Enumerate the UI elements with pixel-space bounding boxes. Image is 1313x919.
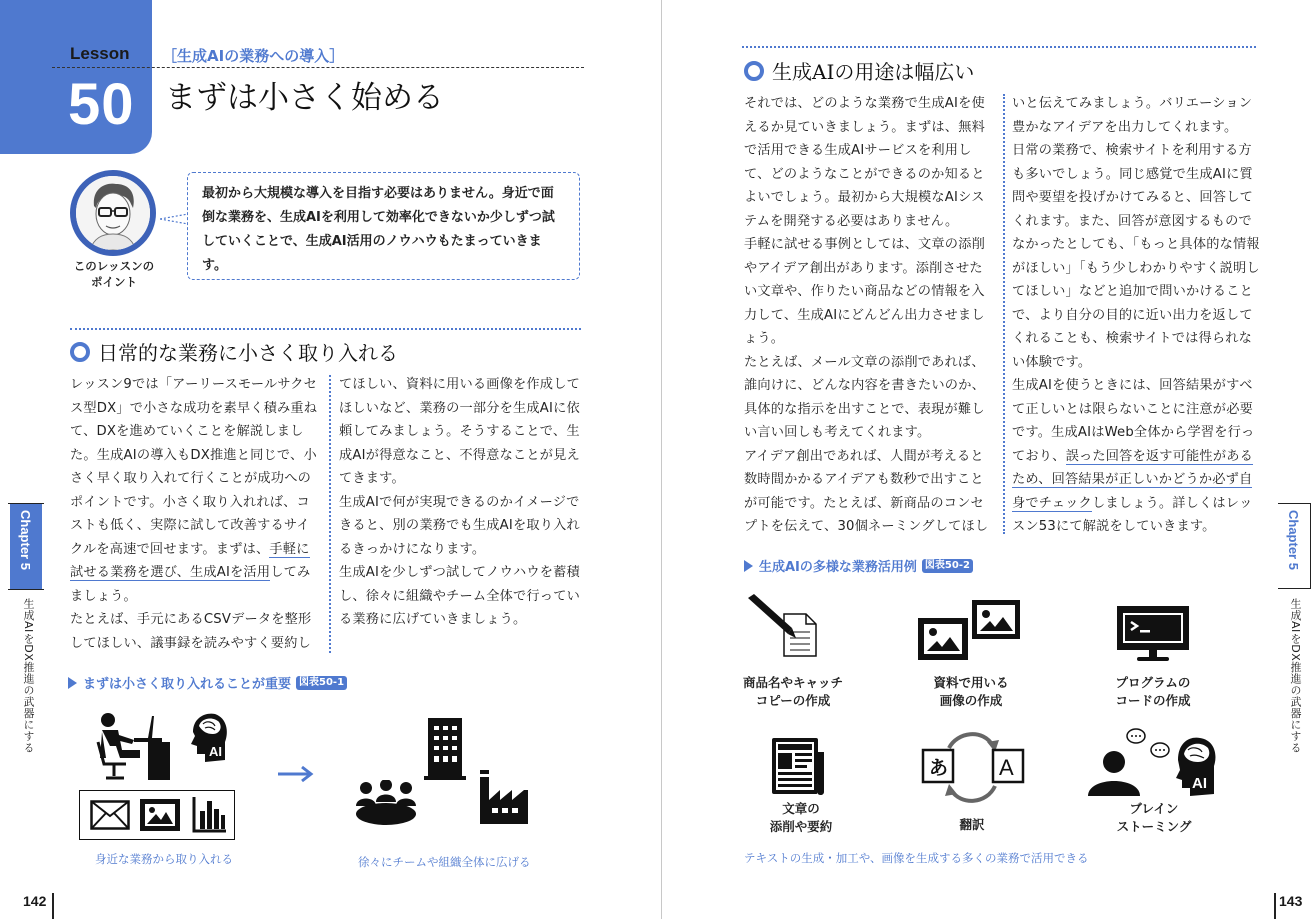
author-portrait-icon [76,176,150,250]
author-avatar [70,170,156,256]
paragraph: たとえば、メール文章の添削であれば、誰向けに、どんな内容を書きたいのか、具体的な指示を出すことで、表現が難しい言い回しも考えてくれます。 [744,354,985,440]
figure-title [744,556,973,575]
use-case-label-line2: コードの作成 [1115,693,1191,708]
paragraph-text: しましょう。詳しくはレッスン53にて解説をしていきます。 [1012,495,1253,534]
emphasis-underline: 手軽に試せる業務を選び、生成AIを活用 [70,541,310,580]
figure-title [68,673,347,692]
lesson-number: 50 [68,72,135,137]
ring-bullet-icon [744,61,764,81]
figure-caption-left: 身近な業務から取り入れる [95,852,233,866]
paragraph-text: レッスン9では「アーリースモールサクセス型DX」で小さな成功を素早く積み重ねて、DXを進めていくことを解説しました。生成AIの導入もDX推進と同じで、小さく早く取り入れて行くことが成功へのポイントです。小さく取り入れれば、コストも低く、実際に試して改善するサイクルを高速で回せます。まずは、 [70,377,318,557]
paragraph: いと伝えてみましょう。バリエーション豊かなアイデアを出力してくれます。 [1012,96,1253,135]
chapter-subtitle: 生成AIをDX推進の武器にする [22,598,35,754]
figure-title-text: まずは小さく取り入れることが重要 [83,677,292,692]
paragraph [70,373,322,608]
section-heading-daily-work [70,337,398,366]
paragraph: 生成AIを少しずつ試してノウハウを蓄積し、徐々に組織やチーム全体で行っている業務に広げていきましょう。 [339,565,580,627]
body-column-2 [1012,92,1262,539]
use-case-label-line2: ストーミング [1116,819,1192,834]
body-column-1 [70,373,322,655]
svg-text:A: A [999,755,1014,780]
figure-caption-right: 徐々にチームや組織全体に広げる [358,855,531,869]
paragraph: 生成AIで何が実現できるのかイメージできると、別の業務でも生成AIを取り入れるきっかけになります。 [339,494,580,557]
body-column-1 [744,92,996,539]
use-case-label [1098,674,1208,710]
use-case-label-line1: 商品名やキャッチ [742,675,843,690]
factory-icon [480,770,530,824]
chapter-subtitle: 生成AIをDX推進の武器にする [1289,598,1302,754]
newspaper-icon [772,738,828,796]
figure-badge: 図表50-1 [296,676,347,690]
team-meeting-icon [354,780,418,826]
paragraph: たとえば、手元にあるCSVデータを整形してほしい、議事録を読みやすく要約し [70,612,312,651]
paragraph: アイデア創出であれば、人間が考えると数時間かかるアイデアも数秒で出すことが可能です。たとえば、新商品のコンセプトを伝えて、30個ネーミングしてほし [744,448,989,534]
office-building-icon [424,718,466,780]
section-divider [742,46,1256,48]
bar-chart-icon [192,797,228,833]
page-number-tick [52,893,54,919]
svg-text:AI: AI [209,744,222,759]
point-label-line2: ポイント [91,275,137,289]
paragraph: 日常の業務で、検索サイトを利用する方も多いでしょう。同じ感覚で生成AIに質問や要望を投げかけてみると、回答してくれます。また、回答が意図するものでなかったとしても、「もっと具体的な情報がほしい」「もう少しわかりやすく説明してほしい」などと追加で問いかけることで、より自分の目的に近い出力を返してくれることも、検索サイトでは得られない体験です。 [1012,143,1260,370]
lesson-header-divider [52,67,584,68]
translate-icon [919,730,1029,806]
lesson-title: まずは小さく始める [165,80,444,116]
chapter-tab-rule [8,589,44,590]
use-case-label-line1: 資料で用いる [933,675,1009,690]
chapter-tab-edge [1310,503,1311,589]
image-icon [140,799,180,831]
use-case-label-line1: ブレイン [1129,801,1179,816]
paragraph-text: してみましょう。 [70,565,311,604]
use-case-label-line2: コピーの作成 [755,693,831,708]
figure-caption: テキストの生成・加工や、画像を生成する多くの業務で活用できる [744,851,1089,865]
speech-connector-icon [160,212,188,226]
paragraph [1012,374,1262,539]
use-case-label [1099,800,1209,836]
use-case-label-line1: 翻訳 [959,817,985,832]
point-label [66,258,162,290]
paragraph-text: 生成AIを使うときには、回答結果がすべて正しいとは限らないことに注意が必要です。生成AIはWeb全体から学習を行っており、 [1012,378,1255,464]
use-case-label-line1: 文章の [782,801,820,816]
chapter-label: Chapter 5 [18,510,33,570]
figure-title-text: 生成AIの多様な業務活用例 [759,560,917,575]
use-case-label-line2: 添削や要約 [769,819,833,834]
paragraph: それでは、どのような業務で生成AIを使えるか見ていきましょう。まずは、無料で活用できる生成AIサービスを利用して、どのようなことができるのか知るとよいでしょう。最初から大規模なAIシステムを開発する必要はありません。 [744,96,985,229]
column-divider [1003,94,1005,534]
right-page [662,0,1313,919]
section-heading-ai-uses [744,56,974,85]
lesson-category: ［生成AIの業務への導入］ [162,47,345,65]
chapter-tab-rule [8,503,44,504]
pen-document-icon [746,594,826,658]
section-heading-text: 生成AIの用途は幅広い [772,60,975,84]
paragraph: てほしい、資料に用いる画像を作成してほしいなど、業務の一部分を生成AIに依頼してみましょう。そうすることで、生成AIが得意なこと、不得意なことが見えてきます。 [339,377,580,486]
arrow-right-icon [276,764,316,784]
monitor-terminal-icon [1117,606,1189,662]
column-divider [329,375,331,653]
figure-badge: 図表50-2 [922,559,973,573]
point-label-line1: このレッスンの [73,259,155,273]
section-divider [70,328,581,330]
page-number: 143 [1279,893,1303,909]
svg-text:AI: AI [1192,775,1207,792]
ai-brain-head-icon [185,712,229,764]
paragraph: 手軽に試せる事例としては、文章の添削やアイデア創出があります。添削させたい文章や、作りたい商品などの情報を入力して、生成AIにどんどん出力させましょう。 [744,237,985,346]
triangle-bullet-icon [68,677,77,689]
images-icon [918,600,1024,662]
page-number-tick [1274,893,1276,919]
person-at-desk-icon [96,710,176,782]
use-case-label [738,674,848,710]
emphasis-underline: 誤った回答を返す可能性があるため、回答結果が正しいかどうか必ず自身でチェック [1012,448,1253,511]
mail-icon [90,800,130,830]
page-number: 142 [23,893,47,909]
ring-bullet-icon [70,342,90,362]
chapter-label: Chapter 5 [1286,510,1301,570]
lesson-point-box: 最初から大規模な導入を目指す必要はありません。身近で面倒な業務を、生成AIを利用して効率化できないか少しずつ試していくことで、生成AI活用のノウハウもたまっていきます。 [187,172,580,280]
use-case-label [746,800,856,836]
body-column-2 [339,373,582,632]
use-case-label [916,674,1026,710]
use-case-label-line2: 画像の作成 [939,693,1003,708]
svg-text:あ: あ [929,757,949,779]
brainstorm-icon [1082,726,1222,798]
triangle-bullet-icon [744,560,753,572]
use-case-label-line1: プログラムの [1115,675,1191,690]
lesson-label: Lesson [70,44,130,63]
use-case-label [917,816,1027,834]
section-heading-text: 日常的な業務に小さく取り入れる [98,341,398,365]
